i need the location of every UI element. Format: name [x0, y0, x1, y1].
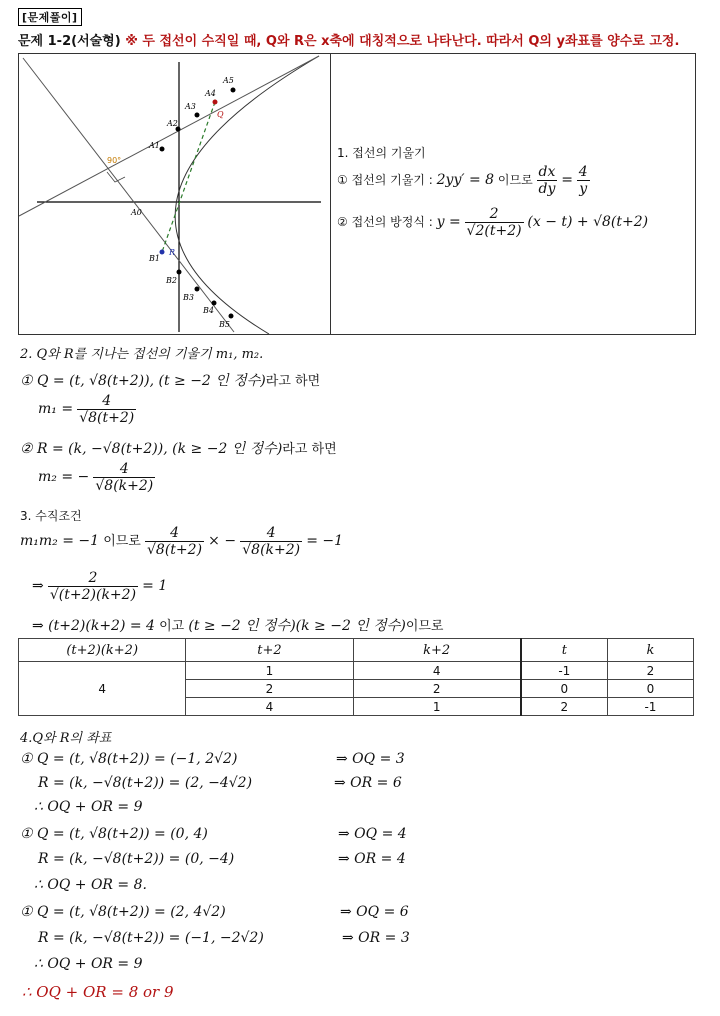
- tangent-equation-line: [337, 206, 648, 239]
- table-cell: 1: [186, 662, 353, 680]
- table-cell: 0: [607, 680, 693, 698]
- figure-panel: [18, 53, 696, 335]
- table-cell: -1: [521, 662, 608, 680]
- section3-title: 3. 수직조건: [20, 509, 82, 523]
- section2-m2-line: m₂ = − $\frac{4}{√8(k+2)}$: [38, 461, 154, 494]
- table-cell: 2: [607, 662, 693, 680]
- label-r: R: [169, 248, 176, 257]
- case2-sum: ∴ OQ + OR = 8.: [34, 877, 147, 893]
- case3-r-result: ⇒ OR = 3: [342, 930, 410, 946]
- perp-fraction-2: $\frac{4}{√8(k+2)}$: [242, 525, 301, 558]
- label-a4: A4: [205, 89, 216, 98]
- case2-q: ① Q = (t, √8(t+2)) = (0, 4): [20, 826, 208, 842]
- case1-r: R = (k, −√8(t+2)) = (2, −4√2): [38, 775, 253, 791]
- problem-note: ※ 두 접선이 수직일 때, Q와 R은 x축에 대칭적으로 나타난다. 따라서 Q의 y좌표를 양수로 고정.: [125, 34, 680, 49]
- case3-q-result: ⇒ OQ = 6: [340, 904, 409, 920]
- label-a0: A0: [131, 208, 142, 217]
- case1-q: ① Q = (t, √8(t+2)) = (−1, 2√2): [20, 751, 238, 767]
- m2-fraction: $\frac{4}{√8(k+2)}$: [95, 461, 154, 494]
- table-cell: 2: [353, 680, 521, 698]
- tangent-lhs: y =: [436, 214, 461, 230]
- tangent-upper: [19, 56, 319, 216]
- label-b2: B2: [166, 276, 177, 285]
- slope-section-title: 1. 접선의 기울기: [337, 146, 426, 160]
- point-b3: [195, 287, 200, 292]
- derivative-prefix: ① 접선의 기울기 :: [337, 173, 433, 187]
- case2-r: R = (k, −√8(t+2)) = (0, −4): [38, 851, 235, 867]
- point-b2: [177, 270, 182, 275]
- simplified-fraction: $\frac{2}{√(t+2)(k+2)}$: [49, 570, 137, 603]
- problem-number: 문제 1-2(서술형): [18, 34, 121, 49]
- case1-r-result: ⇒ OR = 6: [334, 775, 402, 791]
- table-cell: -1: [607, 698, 693, 716]
- case2-r-result: ⇒ OR = 4: [338, 851, 406, 867]
- case3-r: R = (k, −√8(t+2)) = (−1, −2√2): [38, 930, 264, 946]
- tangent-fraction: $\frac{2}{√2(t+2)}$: [466, 206, 522, 239]
- table-header: t+2: [186, 639, 353, 662]
- problem-header: [18, 30, 679, 49]
- table-header: t: [521, 639, 608, 662]
- label-b1: B1: [149, 254, 160, 263]
- table-header: k+2: [353, 639, 521, 662]
- table-header: k: [607, 639, 693, 662]
- table-product-cell: 4: [19, 662, 186, 716]
- table-cell: 2: [521, 698, 608, 716]
- right-angle-marker: [107, 172, 125, 182]
- tangent-rhs: (x − t) + √8(t+2): [527, 214, 649, 230]
- slope-derivative-line: ① 접선의 기울기 : 2yy′ = 8 이므로 $\frac{dx}{dy}$ = $\frac{4}{y}$: [337, 164, 588, 197]
- tangent-lower: [23, 58, 234, 332]
- case3-sum: ∴ OQ + OR = 9: [34, 956, 143, 972]
- panel-divider: [330, 54, 331, 334]
- point-a1: [160, 147, 165, 152]
- case1-q-result: ⇒ OQ = 3: [336, 751, 405, 767]
- derivative-connector: 이므로: [497, 173, 533, 187]
- final-answer: ∴ OQ + OR = 8 or 9: [22, 983, 174, 1001]
- solution-badge: [문제풀이]: [18, 8, 82, 26]
- label-a5: A5: [223, 76, 234, 85]
- angle-label: 90°: [107, 156, 122, 165]
- section2-q-line: ① Q = (t, √8(t+2)), (t ≥ −2 인 정수)라고 하면: [20, 373, 321, 389]
- section4-title: 4.Q와 R의 좌표: [20, 731, 112, 746]
- table-cell: 4: [353, 662, 521, 680]
- case3-q: ① Q = (t, √8(t+2)) = (2, 4√2): [20, 904, 226, 920]
- parabola-graph: [19, 54, 330, 334]
- table-cell: 0: [521, 680, 608, 698]
- table-cell: 2: [186, 680, 353, 698]
- table-row: [19, 662, 694, 680]
- label-q: Q: [217, 110, 224, 119]
- section2-title: 2. Q와 R를 지나는 접선의 기울기 m₁, m₂.: [20, 347, 264, 362]
- solutions-table: [18, 638, 694, 716]
- section2-r-line: ② R = (k, −√8(t+2)), (k ≥ −2 인 정수)라고 하면: [20, 441, 337, 457]
- point-b5: [229, 314, 234, 319]
- point-b4: [212, 301, 217, 306]
- section2-m1-line: m₁ = $\frac{4}{√8(t+2)}$: [38, 393, 135, 426]
- section3-product-line: ⇒ (t+2)(k+2) = 4 이고 (t ≥ −2 인 정수)(k ≥ −2 인 정수)이므로: [32, 618, 444, 634]
- parabola-curve: [175, 56, 319, 334]
- case2-q-result: ⇒ OQ = 4: [338, 826, 407, 842]
- label-b4: B4: [203, 306, 214, 315]
- table-cell: 4: [186, 698, 353, 716]
- case1-sum: ∴ OQ + OR = 9: [34, 799, 143, 815]
- four-over-y-fraction: $\frac{4}{y}$: [578, 164, 588, 197]
- label-b3: B3: [183, 293, 194, 302]
- section3-perp-line: m₁m₂ = −1 이므로 $\frac{4}{√8(t+2)}$ × − $\frac{4}{√8(k+2)}$ = −1: [20, 525, 344, 558]
- label-a2: A2: [167, 119, 178, 128]
- point-a4: [213, 100, 218, 105]
- label-a3: A3: [185, 102, 196, 111]
- point-r: [160, 250, 165, 255]
- derivative-equation: 2yy′ = 8: [436, 172, 495, 188]
- m1-fraction: $\frac{4}{√8(t+2)}$: [79, 393, 135, 426]
- point-a3: [195, 113, 200, 118]
- table-header: (t+2)(k+2): [19, 639, 186, 662]
- label-a1: A1: [149, 141, 160, 150]
- label-b5: B5: [219, 320, 230, 329]
- table-header-row: [19, 639, 694, 662]
- table-cell: 1: [353, 698, 521, 716]
- dxdy-fraction: $\frac{dx}{dy}$: [538, 164, 556, 197]
- section3-simplified-line: ⇒ $\frac{2}{√(t+2)(k+2)}$ = 1: [32, 570, 168, 603]
- perp-fraction-1: $\frac{4}{√8(t+2)}$: [147, 525, 203, 558]
- point-a5: [231, 88, 236, 93]
- tangent-prefix: ② 접선의 방정식 :: [337, 215, 433, 229]
